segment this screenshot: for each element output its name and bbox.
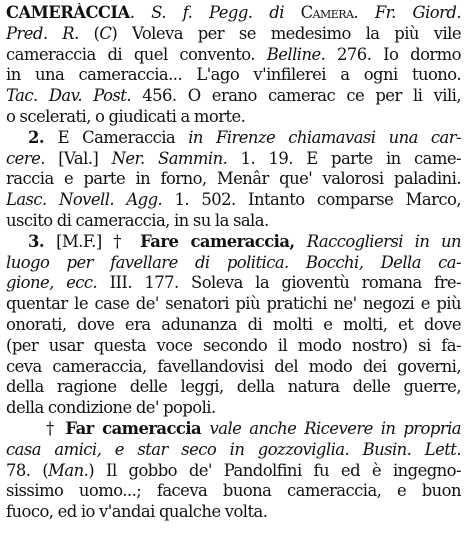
text-run: Tac. Dav. Post.: [6, 86, 131, 106]
entry-line: [6, 190, 461, 211]
text-run: 1. 19. E parte in came-: [227, 148, 461, 168]
text-run: cameraccia di quel convento.: [6, 44, 267, 64]
text-run: [284, 3, 301, 22]
text-run: 276. Io dormo: [325, 44, 461, 64]
text-run: Belline.: [266, 44, 326, 64]
text-run: Lasc. Novell. Agg.: [6, 190, 163, 210]
entry-line: [6, 315, 461, 336]
dictionary-entry-cameraccia: [6, 3, 461, 523]
entry-line: [6, 398, 461, 419]
text-run: CAMERÀCCIA: [6, 3, 130, 22]
text-run: Camera: [300, 3, 354, 22]
text-run: in una cameraccia... L'ago v'infilerei a ogni tuono.: [6, 65, 461, 85]
text-run: S. f. Pegg.: [151, 3, 253, 22]
text-run: .: [353, 3, 375, 22]
text-run: C: [99, 23, 112, 43]
text-run: [252, 3, 269, 22]
text-run: Fr. Giord.: [374, 3, 461, 22]
text-run: gione, ecc.: [6, 273, 98, 293]
entry-line: [6, 377, 461, 398]
entry-line: [6, 273, 461, 294]
entry-line: [6, 211, 461, 232]
text-run: raccia e parte in forno, Menâr que' valorosi paladini.: [6, 169, 461, 189]
entry-line: [6, 502, 461, 523]
text-run: 1. 502. Intanto comparse Marco,: [162, 190, 461, 210]
text-run: 3.: [28, 231, 57, 251]
text-run: (per usar questa voce secondo il modo nostro) si fa-: [6, 335, 461, 355]
text-run: Ner. Sammin.: [111, 148, 228, 168]
text-run: uscito di cameraccia, in su la sala.: [6, 210, 269, 230]
entry-line: [6, 45, 461, 66]
text-run: della ragione delle leggi, della natura delle guerre,: [6, 377, 461, 397]
entry-line: [6, 357, 461, 378]
text-run: onorati, dove era adunanza di molti e molti, et dove: [6, 314, 461, 334]
entry-line: [6, 65, 461, 86]
entry-line: [6, 169, 461, 190]
text-run: sissimo uomo...; faceva buona cameraccia, e buon: [6, 481, 461, 501]
text-run: ceva cameraccia, favellandovisi del modo dei governi,: [6, 356, 461, 376]
text-run: †: [46, 418, 66, 438]
text-run: 2.: [28, 127, 58, 147]
text-run: vale anche Ricevere in propria: [209, 418, 461, 438]
text-run: Fare cameraccia,: [140, 231, 307, 251]
entry-line: [6, 461, 461, 482]
text-run: ) Voleva per se medesimo la più vile: [111, 23, 461, 43]
subsense-line: [6, 419, 461, 440]
entry-line: [6, 107, 461, 128]
text-run: in Firenze chiamavasi una car-: [188, 127, 461, 147]
text-run: Pred. R.: [6, 23, 79, 43]
text-run: [M.F.] †: [56, 231, 141, 251]
text-run: Raccogliersi in un: [306, 231, 461, 251]
entry-line: [6, 481, 461, 502]
text-run: . [Val.]: [40, 148, 112, 168]
text-run: quentar le case de' senatori più pratichi ne' negozi e più: [6, 294, 461, 314]
entry-line: [6, 149, 461, 170]
entry-line: [6, 24, 461, 45]
entry-line: [6, 440, 461, 461]
text-run: o scelerati, o giudicati a morte.: [6, 106, 246, 126]
entry-line: [6, 86, 461, 107]
text-run: 456. O erano camerac ce per li vili,: [130, 86, 461, 106]
text-run: E Cameraccia: [57, 127, 189, 147]
sense-2-line: [6, 128, 461, 149]
text-run: 78. (: [6, 460, 49, 480]
text-run: cere: [6, 148, 41, 168]
text-run: di: [269, 3, 284, 22]
text-run: III. 177. Soleva la gioventù romana fre-: [97, 273, 461, 293]
sense-3-line: [6, 232, 461, 253]
text-run: luogo per favellare di politica. Bocchi, Della ca-: [6, 252, 461, 272]
entry-line: [6, 3, 461, 24]
text-run: ) Il gobbo de' Pandolfini fu ed è ingegno-: [88, 460, 461, 480]
entry-line: [6, 253, 461, 274]
text-run: Man.: [48, 460, 89, 480]
entry-line: [6, 294, 461, 315]
text-run: casa amici, e star seco in gozzoviglia. Busin. Lett.: [6, 439, 461, 459]
text-run: Far cameraccia: [65, 418, 210, 438]
text-run: della condizione de' popoli.: [6, 398, 216, 418]
entry-line: [6, 336, 461, 357]
text-run: .: [129, 3, 152, 22]
text-run: fuoco, ed io v'andai qualche volta.: [6, 502, 268, 522]
text-run: (: [78, 23, 100, 43]
